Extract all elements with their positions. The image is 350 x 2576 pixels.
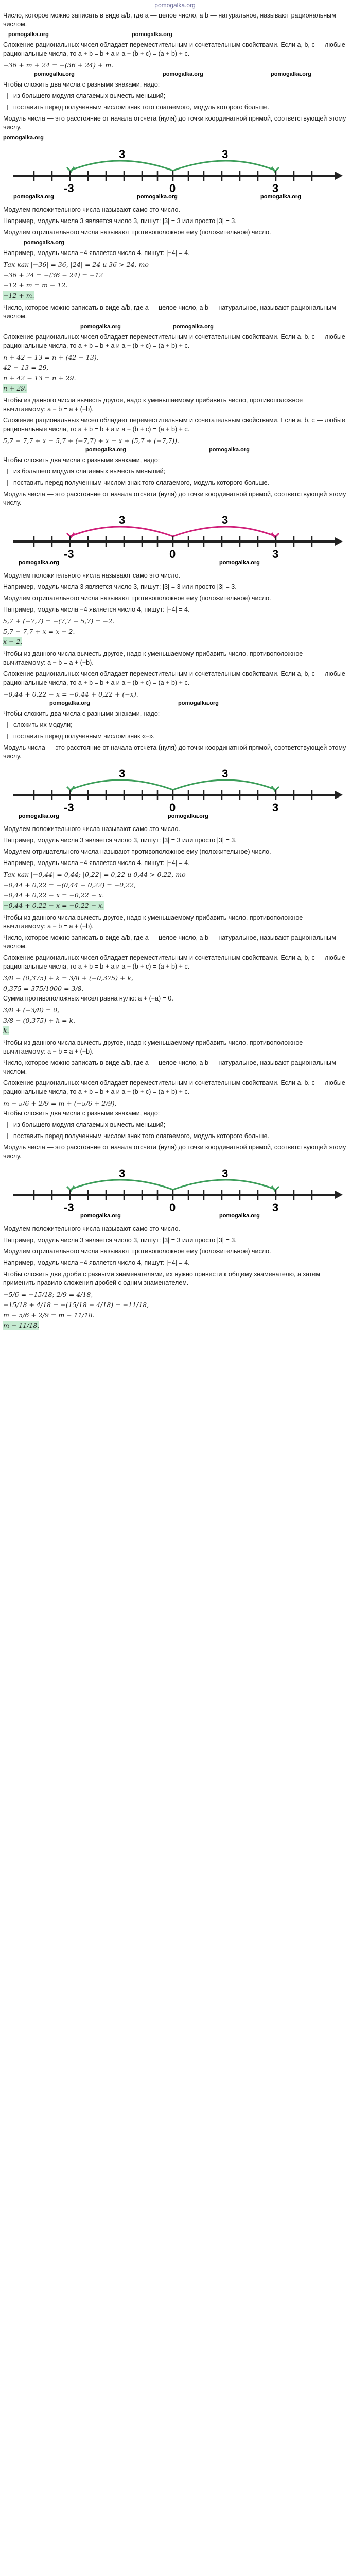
watermark: pomogalka.org [8,31,49,38]
watermark: pomogalka.org [80,324,121,330]
rule-different-signs: Чтобы сложить два числа с разными знаками, надо: [3,456,160,464]
answer [3,901,347,910]
step-2: поставить перед полученным числом знак того слагаемого, модуль которого больше. [13,1132,347,1141]
rule-commutative: Сложение рациональных чисел обладает переместительным и сочетательным свойствами. Если a, b, c — любые рациональные числа, то a + b = b + a и a + (b + c) = (a + b) + c. [3,333,345,349]
number-line [3,764,343,820]
answer [3,291,347,300]
rule-modulus: Модуль числа — это расстояние от начала отсчёта (нуля) до точки координатной прямой, соответствующей этому числу. [3,115,346,131]
number-line [3,511,343,566]
rule-commutative: Сложение рациональных чисел обладает переместительным и сочетательным свойствами. Если a, b, c — любые рациональные числа, то a + b = b + a и a + (b + c) = (a + b) + c. [3,670,345,686]
tick-label-plus: 3 [272,801,279,814]
tick-label-zero: 0 [169,182,176,195]
add-negative-step-2: поставить перед полученным числом знак «−». [13,732,347,741]
solution-content [3,11,347,1333]
arc-label-left: 3 [119,514,126,527]
arc-left [70,780,173,790]
rule-positive-modulus: Модулем положительного числа называют само это число. [3,206,180,213]
answer-highlight: n + 29. [3,384,27,392]
section-1 [3,11,347,300]
equation: −0,44 + 0,22 − x = −0,44 + 0,22 + (−x). [3,690,138,698]
positive-example: Например, модуль числа 3 является число 3, пишут: |3| = 3 или просто |3| = 3. [3,217,237,225]
rule-modulus: Модуль числа — это расстояние от начала отсчёта (нуля) до точки координатной прямой, соответствующей этому числу. [3,490,346,506]
arc-right [173,1180,276,1190]
step-1: из большего модуля слагаемых вычесть меньший; [13,1121,347,1129]
rule-commutative: Сложение рациональных чисел обладает переместительным и сочетательным свойствами. Если a, b, c — любые рациональные числа, то a + b = b + a и a + (b + c) = (a + b) + c. [3,1079,345,1095]
equation: −36 + m + 24 = −(36 + 24) + m. [3,61,114,69]
equation: 3/8 − (0,375) + k = k. [3,1016,76,1024]
equation: 42 − 13 = 29, [3,364,49,371]
rule-rational: Число, которое можно записать в виде a/b, где a — целое число, а b — натуральное, называют рациональным числом. [3,1059,336,1075]
axis-arrow-icon [335,1191,343,1199]
arc-right [173,527,276,536]
arc-right [173,780,276,790]
arc-left [70,161,173,171]
rule-rational: Число, которое можно записать в виде a/b, где a — целое число, а b — натуральное, называют рациональным числом. [3,934,336,950]
axis-arrow-icon [335,791,343,799]
rule-subtract: Чтобы из данного числа вычесть другое, надо к уменьшаемому прибавить число, противоположное вычитаемому: a − b = a + (−b). [3,1039,303,1055]
add-negative-step-1: сложить их модули; [13,721,347,730]
equation: 5,7 + (−7,7) = −(7,7 − 5,7) = −2. [3,617,115,625]
watermark: pomogalka.org [163,71,203,77]
watermark: pomogalka.org [3,134,44,141]
equation: −0,44 + 0,22 = −(0,44 − 0,22) = −0,22, [3,881,136,889]
arc-label-right: 3 [222,1167,229,1180]
watermark: pomogalka.org [168,813,208,819]
rule-subtract: Чтобы из данного числа вычесть другое, надо к уменьшаемому прибавить число, противоположное вычитаемому: a − b = a + (−b). [3,397,303,413]
rule-subtract: Чтобы из данного числа вычесть другое, надо к уменьшаемому прибавить число, противоположное вычитаемому: a − b = a + (−b). [3,914,303,930]
rule-different-signs: Чтобы сложить два числа с разными знаками, надо: [3,81,160,88]
watermark: pomogalka.org [173,324,214,330]
watermark: pomogalka.org [19,560,59,566]
positive-example: Например, модуль числа 3 является число 3, пишут: |3| = 3 или просто |3| = 3. [3,583,237,590]
rule-commutative: Сложение рациональных чисел обладает переместительным и сочетательным свойствами. Если a, b, c — любые рациональные числа, то a + b = b + a и a + (b + c) = (a + b) + c. [3,41,345,57]
step-1: из большего модуля слагаемых вычесть меньший; [13,467,347,476]
rule-positive-modulus: Модулем положительного числа называют само это число. [3,572,180,579]
answer [3,637,347,646]
tick-label-minus: -3 [64,1201,74,1214]
step-2: поставить перед полученным числом знак того слагаемого, модуль которого больше. [13,103,347,112]
tick-label-plus: 3 [272,548,279,561]
equation: n + 42 − 13 = n + 29. [3,374,76,382]
tick-label-minus: -3 [64,801,74,814]
negative-example: Например, модуль числа −4 является число 4, пишут: |−4| = 4. [3,1259,190,1266]
equation: 0,375 = 375/1000 = 3/8, [3,985,84,992]
negative-example: Например, модуль числа −4 является число 4, пишут: |−4| = 4. [3,606,190,613]
tick-label-minus: -3 [64,182,74,195]
section-2 [3,303,347,393]
watermark: pomogalka.org [137,194,178,200]
tick-label-zero: 0 [169,1201,176,1214]
rule-negative-modulus: Модулем отрицательного числа называют противоположное ему (положительное) число. [3,848,271,855]
rule-positive-modulus: Модулем положительного числа называют само это число. [3,1225,180,1232]
section-4 [3,650,347,910]
tick-label-plus: 3 [272,182,279,195]
equation: n + 42 − 13 = n + (42 − 13), [3,353,99,361]
rule-common-denominator: Чтобы сложить две дроби с разными знаменателями, их нужно привести к общему знаменателю, а затем применить правило сложения дробей с одним знаменателем. [3,1270,320,1286]
watermark: pomogalka.org [24,240,64,246]
positive-example: Например, модуль числа 3 является число 3, пишут: |3| = 3 или просто |3| = 3. [3,837,237,844]
negative-example: Например, модуль числа −4 является число 4, пишут: |−4| = 4. [3,859,190,867]
positive-example: Например, модуль числа 3 является число 3, пишут: |3| = 3 или просто |3| = 3. [3,1236,237,1244]
equation: 3/8 − (0,375) + k = 3/8 + (−0,375) + k, [3,974,134,982]
arc-label-left: 3 [119,148,126,161]
arc-label-right: 3 [222,148,229,161]
equation: −12 + m = m − 12. [3,281,68,289]
answer [3,384,347,393]
watermark: pomogalka.org [34,71,75,77]
rule-modulus: Модуль числа — это расстояние от начала отсчёта (нуля) до точки координатной прямой, соответствующей этому числу. [3,744,346,760]
watermark: pomogalka.org [260,194,301,200]
answer [3,1026,347,1035]
step-2: поставить перед полученным числом знак того слагаемого, модуль которого больше. [13,479,347,487]
watermark: pomogalka.org [80,1213,121,1219]
equation: m − 5/6 + 2/9 = m − 11/18. [3,1311,95,1319]
equation: Так как |−36| = 36, |24| = 24 и 36 > 24, то [3,261,149,268]
rule-commutative: Сложение рациональных чисел обладает переместительным и сочетательным свойствами. Если a, b, c — любые рациональные числа, то a + b = b + a и a + (b + c) = (a + b) + c. [3,417,345,433]
site-header[interactable]: pomogalka.org [154,2,196,9]
rule-different-signs: Чтобы сложить два числа с разными знаками, надо: [3,710,160,717]
answer-highlight: −12 + m. [3,292,34,299]
equation: −0,44 + 0,22 − x = −0,22 − x. [3,891,104,899]
watermark: pomogalka.org [85,447,126,453]
answer-highlight: x − 2. [3,638,23,646]
equation: −5/6 = −15/18; 2/9 = 4/18, [3,1291,93,1298]
watermark: pomogalka.org [13,194,54,200]
section-5 [3,913,347,1035]
watermark: pomogalka.org [19,813,59,819]
equation: 3/8 + (−3/8) = 0, [3,1006,60,1014]
watermark: pomogalka.org [178,700,219,706]
arc-label-right: 3 [222,767,229,780]
arc-right [173,161,276,171]
rule-rational: Число, которое можно записать в виде a/b, где a — целое число, а b — натуральное, называют рациональным числом. [3,12,336,28]
arc-label-left: 3 [119,1167,126,1180]
rule-different-signs: Чтобы сложить два числа с разными знаками, надо: [3,1110,160,1117]
answer-highlight: m − 11/18. [3,1321,40,1329]
watermark: pomogalka.org [209,447,250,453]
rule-rational: Число, которое можно записать в виде a/b, где a — целое число, а b — натуральное, называют рациональным числом. [3,304,336,320]
equation: 5,7 − 7,7 + x = x − 2. [3,628,75,635]
watermark: pomogalka.org [132,31,172,38]
watermark: pomogalka.org [271,71,311,77]
arc-left [70,1180,173,1190]
rule-subtract: Чтобы из данного числа вычесть другое, надо к уменьшаемому прибавить число, противоположное вычитаемому: a − b = a + (−b). [3,650,303,666]
arc-label-left: 3 [119,767,126,780]
equation: m − 5/6 + 2/9 = m + (−5/6 + 2/9), [3,1099,117,1107]
rule-zero-sum: Сумма противоположных чисел равна нулю: a + (−a) = 0. [3,995,173,1002]
axis-arrow-icon [335,537,343,546]
step-1: из большего модуля слагаемых вычесть меньший; [13,92,347,100]
rule-positive-modulus: Модулем положительного числа называют само это число. [3,825,180,833]
number-line [3,145,343,200]
equation: Так как |−0,44| = 0,44; |0,22| = 0,22 и 0,44 > 0,22, то [3,871,186,878]
watermark: pomogalka.org [49,700,90,706]
arc-left [70,527,173,536]
tick-label-plus: 3 [272,1201,279,1214]
rule-negative-modulus: Модулем отрицательного числа называют противоположное ему (положительное) число. [3,229,271,236]
section-3 [3,396,347,646]
negative-example: Например, модуль числа −4 является число 4, пишут: |−4| = 4. [3,249,190,257]
equation: −15/18 + 4/18 = −(15/18 − 4/18) = −11/18, [3,1301,149,1309]
tick-label-minus: -3 [64,548,74,561]
number-line [3,1164,343,1219]
rule-negative-modulus: Модулем отрицательного числа называют противоположное ему (положительное) число. [3,595,271,602]
watermark: pomogalka.org [219,560,260,566]
tick-label-zero: 0 [169,548,176,561]
axis-arrow-icon [335,172,343,180]
equation: 5,7 − 7,7 + x = 5,7 + (−7,7) + x = x + (5,7 + (−7,7)). [3,437,179,445]
watermark: pomogalka.org [219,1213,260,1219]
rule-modulus: Модуль числа — это расстояние от начала отсчёта (нуля) до точки координатной прямой, соответствующей этому числу. [3,1144,346,1160]
equation: −36 + 24 = −(36 − 24) = −12 [3,271,103,279]
answer [3,1321,347,1330]
tick-label-zero: 0 [169,801,176,814]
rule-negative-modulus: Модулем отрицательного числа называют противоположное ему (положительное) число. [3,1248,271,1255]
answer-highlight: −0,44 + 0,22 − x = −0,22 − x. [3,902,104,909]
arc-label-right: 3 [222,514,229,527]
answer-highlight: k. [3,1027,9,1035]
rule-commutative: Сложение рациональных чисел обладает переместительным и сочетательным свойствами. Если a, b, c — любые рациональные числа, то a + b = b + a и a + (b + c) = (a + b) + c. [3,954,345,970]
section-6 [3,1039,347,1330]
